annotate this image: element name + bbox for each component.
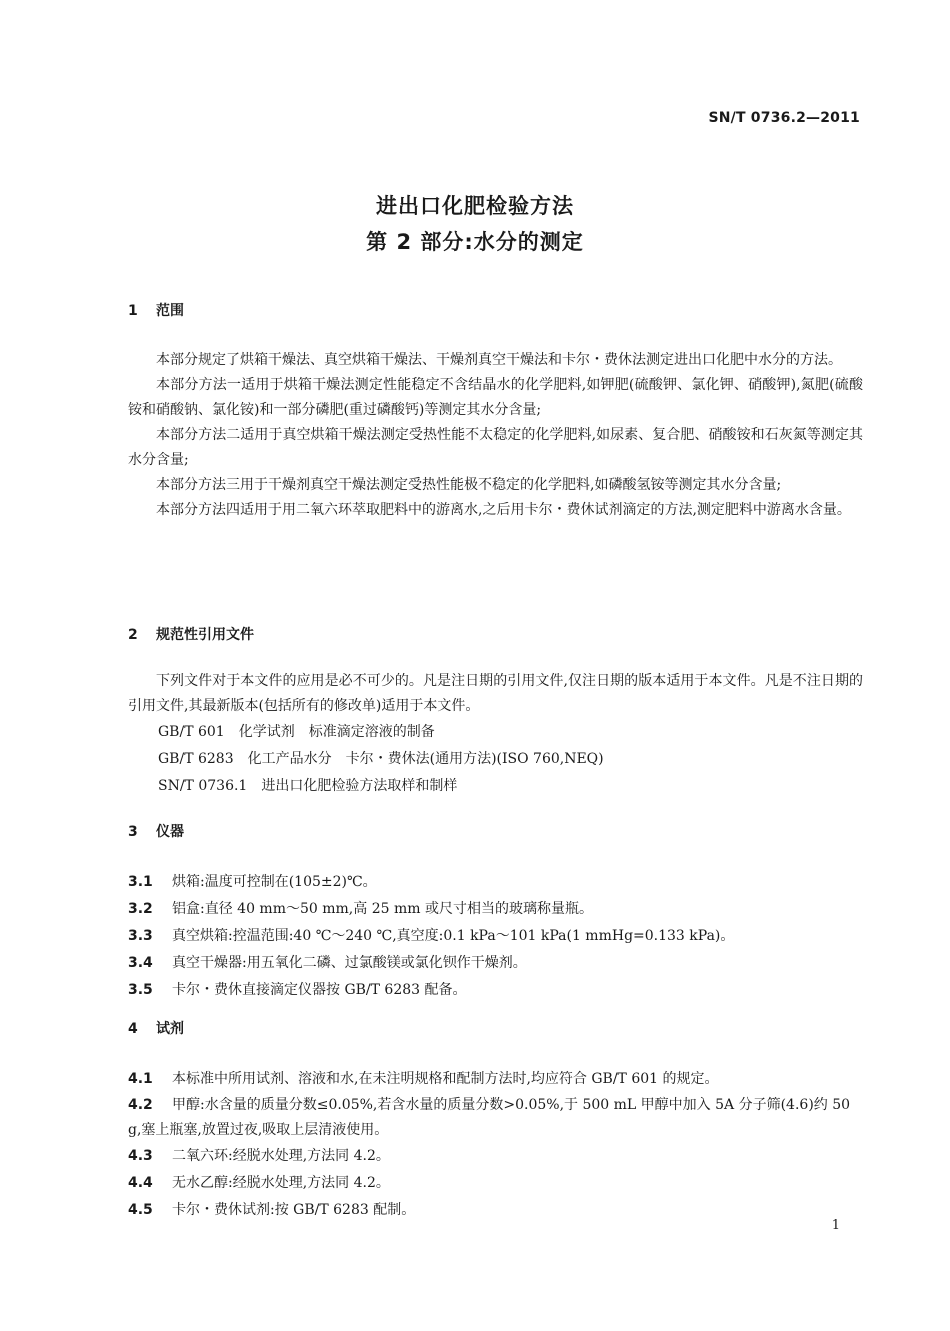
section-apparatus [128,821,863,1004]
item-text: :用五氧化二磷、过氯酸镁或氯化钡作干燥剂。 [242,955,527,971]
reference-item: SN/T 0736.1 进出口化肥检验方法取样和制样 [158,778,458,794]
item-number: 4.5 [128,1202,153,1218]
section-normative-references [128,624,863,800]
section-scope [128,300,863,523]
reference-item: GB/T 6283 化工产品水分 卡尔・费休法(通用方法)(ISO 760,NEQ) [158,751,604,767]
section-reagents [128,1018,863,1224]
section-heading [128,1018,863,1040]
item-term: 二氧六环 [172,1148,228,1164]
item-term: 真空干燥器 [172,955,242,971]
section-number: 1 [128,303,138,319]
item-text: :直径 40 mm～50 mm,高 25 mm 或尺寸相当的玻璃称量瓶。 [200,901,593,917]
section-number: 2 [128,627,138,643]
item-number: 4.2 [128,1097,153,1113]
item-number: 3.5 [128,982,153,998]
title-line-2: 第 2 部分:水分的测定 [366,230,584,254]
item-number: 3.1 [128,874,153,890]
item-text: :温度可控制在(105±2)℃。 [200,874,377,890]
paragraph: 本部分方法二适用于真空烘箱干燥法测定受热性能不太稳定的化学肥料,如尿素、复合肥、硝酸铵和石灰氮等测定其水分含量; [128,427,863,468]
section-heading [128,821,863,843]
reference-item: GB/T 601 化学试剂 标准滴定溶液的制备 [158,724,435,740]
item-term: 卡尔・费休试剂 [172,1202,270,1218]
item-number: 4.3 [128,1148,153,1164]
item-text: 本标准中所用试剂、溶液和水,在未注明规格和配制方法时,均应符合 GB/T 601 的规定。 [172,1071,719,1087]
list-item [128,1197,863,1224]
item-term: 烘箱 [172,874,200,890]
item-term: 无水乙醇 [172,1175,228,1191]
paragraph: 本部分规定了烘箱干燥法、真空烘箱干燥法、干燥剂真空干燥法和卡尔・费休法测定进出口化肥中水分的方法。 [156,352,842,368]
section-heading [128,624,863,646]
item-number: 3.3 [128,928,153,944]
list-item [128,1066,863,1093]
item-text: :经脱水处理,方法同 4.2。 [228,1175,390,1191]
item-text: :按 GB/T 6283 配制。 [270,1202,416,1218]
section-title: 范围 [156,303,184,319]
paragraph: 本部分方法四适用于用二氧六环萃取肥料中的游离水,之后用卡尔・费休试剂滴定的方法,测定肥料中游离水含量。 [156,502,851,518]
item-text: :控温范围:40 ℃～240 ℃,真空度:0.1 kPa～101 kPa(1 mmHg=0.133 kPa)。 [228,928,735,944]
list-item [128,869,863,896]
list-item [128,1143,863,1170]
item-term: 甲醇 [172,1097,200,1113]
section-heading [128,300,863,322]
item-number: 3.4 [128,955,153,971]
item-text: :经脱水处理,方法同 4.2。 [228,1148,390,1164]
item-text: 按 GB/T 6283 配备。 [326,982,467,998]
item-number: 4.4 [128,1175,153,1191]
list-item [128,950,863,977]
item-text: :水含量的质量分数≤0.05%,若含水量的质量分数>0.05%,于 500 mL 甲醇中加入 5A 分子筛(4.6)约 50 g,塞上瓶塞,放置过夜,吸取上层清液使用。 [128,1097,851,1138]
document-title [0,188,950,260]
section-number: 3 [128,824,138,840]
paragraph: 本部分方法一适用于烘箱干燥法测定性能稳定不含结晶水的化学肥料,如钾肥(硫酸钾、氯化钾、硝酸钾),氮肥(硫酸铵和硝酸钠、氯化铵)和一部分磷肥(重过磷酸钙)等测定其水分含量; [128,377,863,418]
item-term: 真空烘箱 [172,928,228,944]
list-item [128,923,863,950]
section-number: 4 [128,1021,138,1037]
item-number: 3.2 [128,901,153,917]
list-item [128,977,863,1004]
paragraph: 下列文件对于本文件的应用是必不可少的。凡是注日期的引用文件,仅注日期的版本适用于本文件。凡是不注日期的引用文件,其最新版本(包括所有的修改单)适用于本文件。 [128,673,863,714]
standard-code: SN/T 0736.2—2011 [708,110,860,126]
list-item [128,1093,863,1143]
title-line-1: 进出口化肥检验方法 [376,194,574,218]
section-title: 仪器 [156,824,184,840]
item-number: 4.1 [128,1071,153,1087]
item-term: 铝盒 [172,901,200,917]
paragraph: 本部分方法三用于干燥剂真空干燥法测定受热性能极不稳定的化学肥料,如磷酸氢铵等测定其水分含量; [156,477,782,493]
section-title: 规范性引用文件 [156,627,254,643]
list-item [128,896,863,923]
item-term: 卡尔・费休直接滴定仪器 [172,982,326,998]
page-number: 1 [831,1218,840,1233]
list-item [128,1170,863,1197]
section-title: 试剂 [156,1021,184,1037]
